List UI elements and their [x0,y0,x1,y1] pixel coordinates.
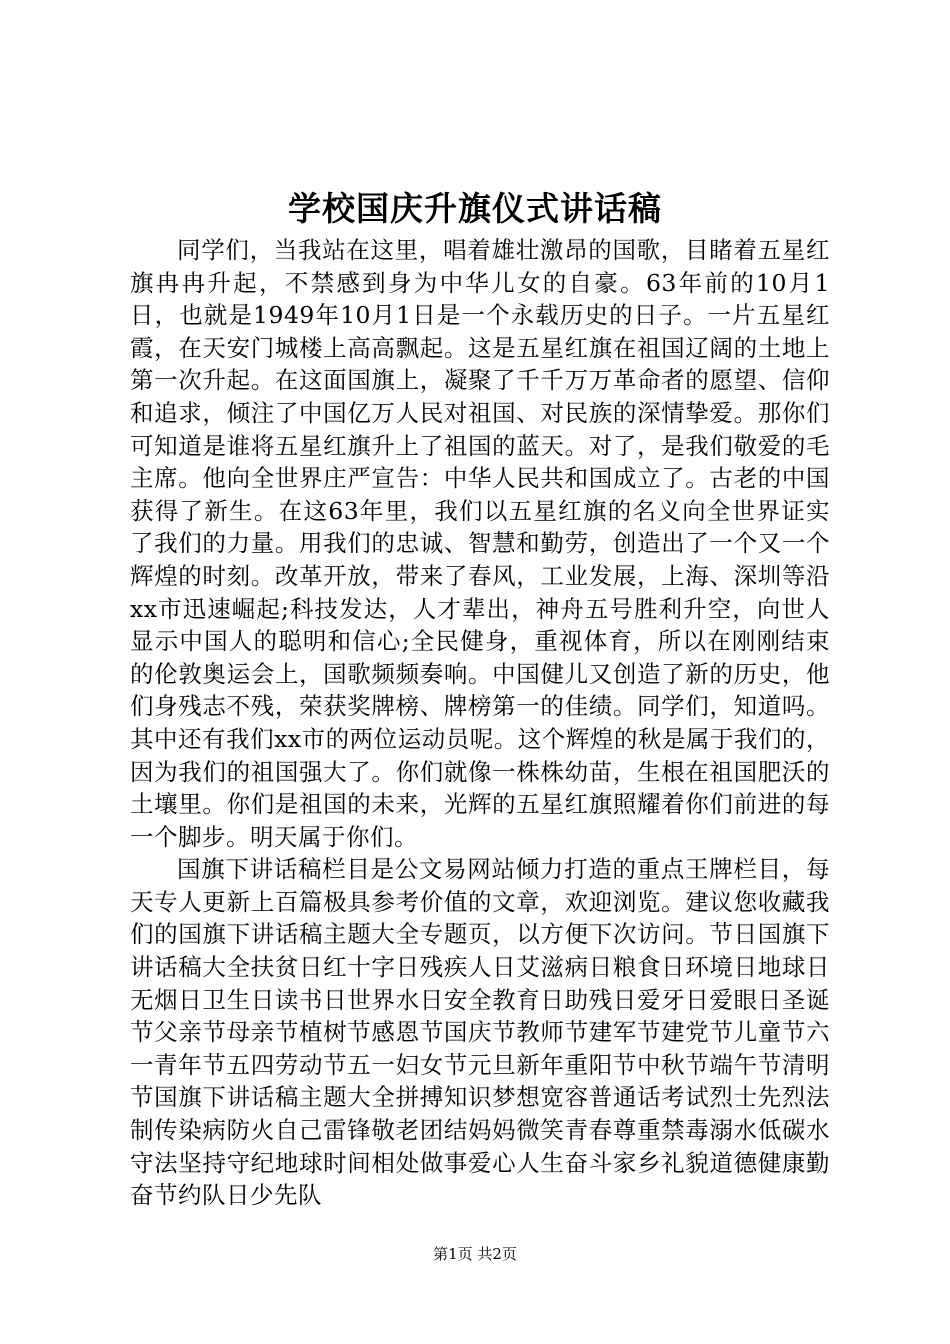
document-title: 学校国庆升旗仪式讲话稿 [288,189,662,228]
paragraph-column-intro: 国旗下讲话稿栏目是公文易网站倾力打造的重点王牌栏目，每天专人更新上百篇极具参考价值的文章，欢迎浏览。建议您收藏我们的国旗下讲话稿主题大全专题页，以方便下次访问。节日国旗下讲话稿大全扶贫日红十字日残疾人日艾滋病日粮食日环境日地球日无烟日卫生日读书日世界水日安全教育日助残日爱牙日爱眼日圣诞节父亲节母亲节植树节感恩节国庆节教师节建军节建党节儿童节六一青年节五四劳动节五一妇女节元旦新年重阳节中秋节端午节清明节国旗下讲话稿主题大全拼搏知识梦想宽容普通话考试烈士先烈法制传染病防火自己雷锋敬老团结妈妈微笑青春尊重禁毒溺水低碳水守法坚持守纪地球时间相处做事爱心人生奋斗家乡礼貌道德健康勤奋节约队日少先队 [130,855,830,1210]
page-footer: 第1页 共2页 [433,1245,517,1263]
paragraph-speech: 同学们，当我站在这里，唱着雄壮激昂的国歌，目睹着五星红旗冉冉升起，不禁感到身为中华儿女的自豪。63年前的10月1日，也就是1949年10月1日是一个永载历史的日子。一片五星红霞，在天安门城楼上高高飘起。这是五星红旗在祖国辽阔的土地上第一次升起。在这面国旗上，凝聚了千千万万革命者的愿望、信仰和追求，倾注了中国亿万人民对祖国、对民族的深情挚爱。那你们可知道是谁将五星红旗升上了祖国的蓝天。对了，是我们敬爱的毛主席。他向全世界庄严宣告：中华人民共和国成立了。古老的中国获得了新生。在这63年里，我们以五星红旗的名义向全世界证实了我们的力量。用我们的忠诚、智慧和勤劳，创造出了一个又一个辉煌的时刻。改革开放，带来了春风，工业发展，上海、深圳等沿xx市迅速崛起;科技发达，人才辈出，神舟五号胜利升空，向世人显示中国人的聪明和信心;全民健身，重视体育，所以在刚刚结束的伦敦奥运会上，国歌频频奏响。中国健儿又创造了新的历史，他们身残志不残，荣获奖牌榜、牌榜第一的佳绩。同学们，知道吗。其中还有我们xx市的两位运动员呢。这个辉煌的秋是属于我们的，因为我们的祖国强大了。你们就像一株株幼苗，生根在祖国肥沃的土壤里。你们是祖国的未来，光辉的五星红旗照耀着你们前进的每一个脚步。明天属于你们。 [130,236,830,851]
document-body [130,234,830,1212]
